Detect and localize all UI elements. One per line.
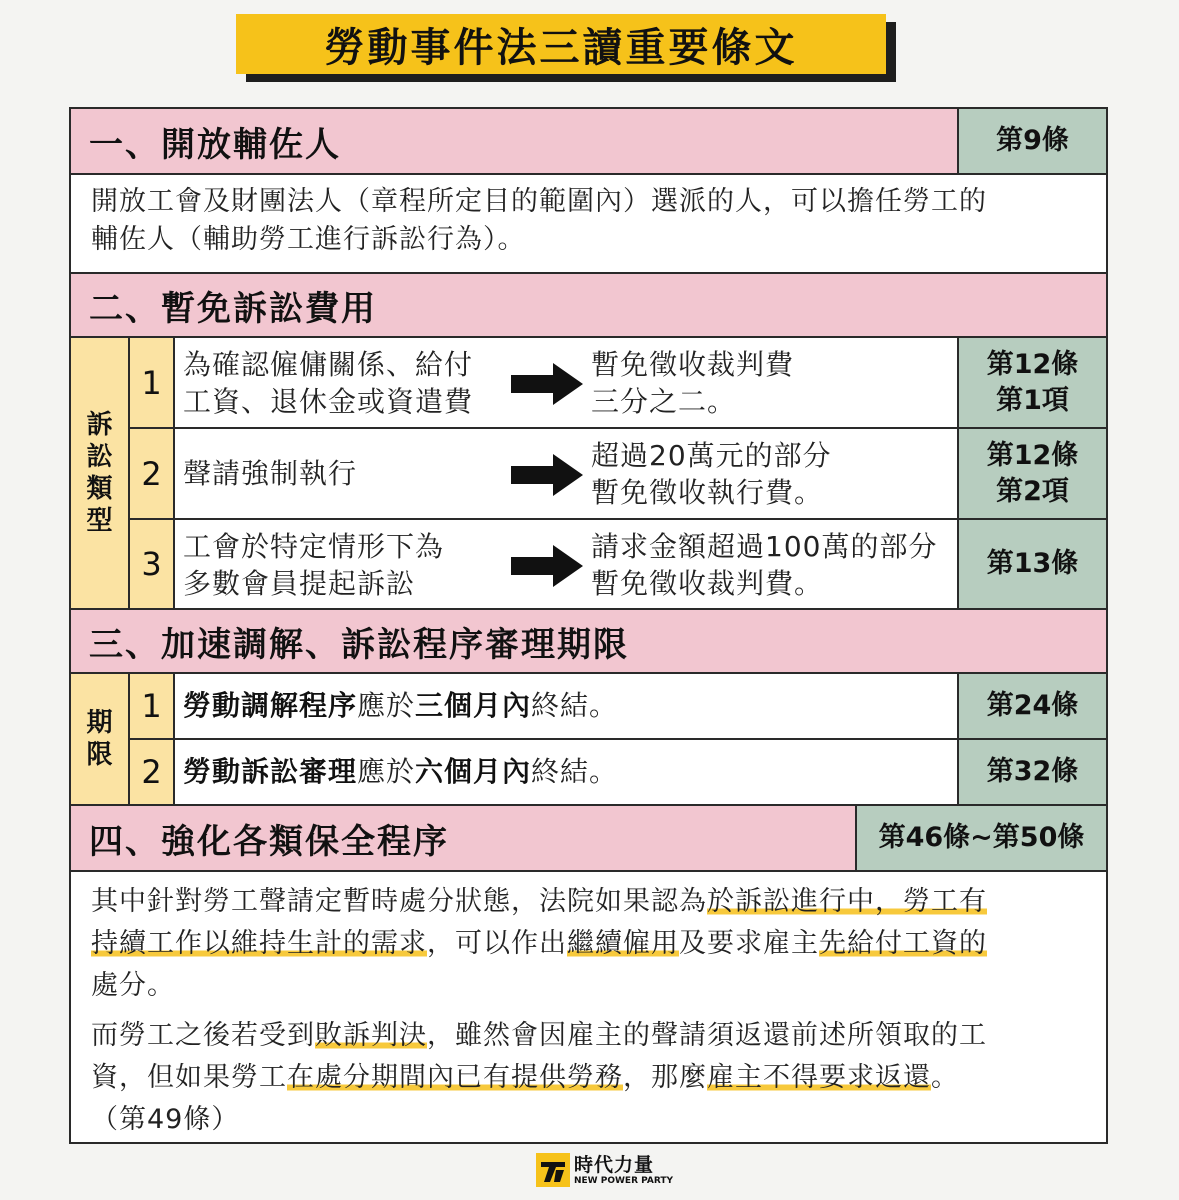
- deadline-text: [183, 687, 953, 724]
- case-line: 聲請強制執行: [183, 457, 358, 490]
- text: 應於: [357, 755, 416, 788]
- row-number: 2: [141, 454, 162, 493]
- side-char: 訟: [86, 442, 113, 472]
- divider: [173, 338, 175, 608]
- row-number: 2: [141, 753, 162, 791]
- row-article: [959, 520, 1106, 608]
- article-label: 第13條: [986, 548, 1079, 579]
- relief-description: [591, 346, 957, 420]
- row-article: [959, 338, 1106, 427]
- result-line: 暫免徵收裁判費: [591, 348, 795, 381]
- body-line: 處分。: [91, 970, 175, 1001]
- divider: [71, 672, 1106, 674]
- text: 終結。: [531, 689, 619, 722]
- page-title: 勞動事件法三讀重要條文: [236, 14, 886, 74]
- party-logo-icon: [536, 1153, 570, 1187]
- section1-heading: 一、開放輔佐人: [71, 109, 959, 173]
- divider: [71, 173, 1106, 175]
- party-logo: [536, 1150, 673, 1190]
- text: ，可以作出: [427, 928, 567, 959]
- highlighted-text: 雇主不得要求返還: [707, 1062, 931, 1093]
- text: 資，但如果勞工: [91, 1062, 287, 1093]
- bold-term: 三個月內: [415, 689, 532, 722]
- title-banner: [236, 14, 896, 82]
- content-board: [69, 107, 1108, 1144]
- highlighted-text: 敗訴判決: [315, 1020, 427, 1051]
- case-description: [183, 346, 513, 420]
- side-char: 型: [86, 506, 113, 536]
- case-description: [183, 455, 513, 492]
- logo-name-en: NEW POWER PARTY: [574, 1175, 674, 1186]
- section2-side-label: [71, 338, 128, 608]
- case-line: 工資、退休金或資遣費: [183, 385, 474, 418]
- side-char: 類: [86, 474, 113, 504]
- highlighted-text: 持續工作以維持生計的需求: [91, 928, 427, 959]
- article-label: 第32條: [986, 756, 1079, 787]
- result-line: 暫免徵收裁判費。: [591, 567, 824, 600]
- logo-name-zh: 時代力量: [574, 1153, 655, 1176]
- section2-heading: 二、暫免訴訟費用: [71, 274, 1106, 336]
- text: 及要求雇主: [679, 928, 819, 959]
- body-line: [91, 881, 1091, 923]
- relief-description: [591, 437, 957, 511]
- article-label: 第2項: [996, 475, 1069, 507]
- text: ，雖然會因雇主的聲請須返還前述所領取的工: [427, 1020, 987, 1051]
- case-line: 多數會員提起訴訟: [183, 567, 416, 600]
- bold-term: 勞動訴訟審理: [183, 755, 358, 788]
- row-number: 1: [141, 363, 162, 402]
- row-article: [959, 429, 1106, 518]
- logo-text: [574, 1154, 673, 1187]
- arrow-right-icon: [511, 363, 583, 405]
- result-line: 暫免徵收執行費。: [591, 476, 824, 509]
- body-line: 開放工會及財團法人（章程所定目的範圍內）選派的人，可以擔任勞工的: [91, 186, 987, 217]
- article-label: 第12條: [986, 348, 1079, 380]
- body-line: [91, 1015, 1091, 1057]
- result-line: 超過20萬元的部分: [591, 439, 832, 472]
- text: 。: [931, 1062, 959, 1093]
- section3-side-label: [71, 674, 128, 804]
- highlighted-text: 先給付工資的: [819, 928, 987, 959]
- text: 終結。: [531, 755, 619, 788]
- arrow-right-icon: [511, 545, 583, 587]
- section4-paragraph-2: [91, 1015, 1091, 1141]
- section1-article: [959, 109, 1106, 173]
- case-description: [183, 528, 513, 602]
- text: 其中針對勞工聲請定暫時處分狀態，法院如果認為: [91, 886, 707, 917]
- row-article: [959, 740, 1106, 804]
- case-line: 為確認僱傭關係、給付: [183, 348, 474, 381]
- highlighted-text: 於訴訟進行中，勞工有: [707, 886, 987, 917]
- body-line: 輔佐人（輔助勞工進行訴訟行為）。: [91, 224, 526, 255]
- side-char: 限: [86, 740, 113, 770]
- body-line: （第49條）: [91, 1104, 240, 1135]
- article-label: 第24條: [986, 690, 1079, 721]
- text: 應於: [357, 689, 416, 722]
- divider: [71, 870, 1106, 872]
- article-label: 第12條: [986, 439, 1079, 471]
- result-line: 請求金額超過100萬的部分: [591, 530, 938, 563]
- deadline-text: [183, 753, 953, 790]
- side-char: 訴: [86, 410, 113, 440]
- row-article: [959, 674, 1106, 738]
- divider: [71, 336, 1106, 338]
- result-line: 三分之二。: [591, 385, 737, 418]
- row-number: 1: [141, 687, 162, 725]
- case-line: 工會於特定情形下為: [183, 530, 445, 563]
- section1-body: [91, 183, 1091, 259]
- article-label: 第46條~第50條: [878, 822, 1085, 853]
- highlighted-text: 繼續僱用: [567, 928, 679, 959]
- highlighted-text: 在處分期間內已有提供勞務: [287, 1062, 623, 1093]
- article-label: 第9條: [996, 125, 1069, 156]
- text: ，那麼: [623, 1062, 707, 1093]
- text: 而勞工之後若受到: [91, 1020, 315, 1051]
- article-label: 第1項: [996, 384, 1069, 416]
- section3-heading: 三、加速調解、訴訟程序審理期限: [71, 610, 1106, 672]
- body-line: [91, 1057, 1091, 1099]
- side-char: 期: [86, 708, 113, 738]
- section4-paragraph-1: [91, 881, 1091, 1007]
- section4-article: [857, 806, 1106, 870]
- arrow-right-icon: [511, 454, 583, 496]
- section4-heading: 四、強化各類保全程序: [71, 806, 857, 870]
- bold-term: 六個月內: [415, 755, 532, 788]
- row-number: 3: [141, 545, 162, 583]
- relief-description: [591, 528, 957, 602]
- bold-term: 勞動調解程序: [183, 689, 358, 722]
- body-line: [91, 923, 1091, 965]
